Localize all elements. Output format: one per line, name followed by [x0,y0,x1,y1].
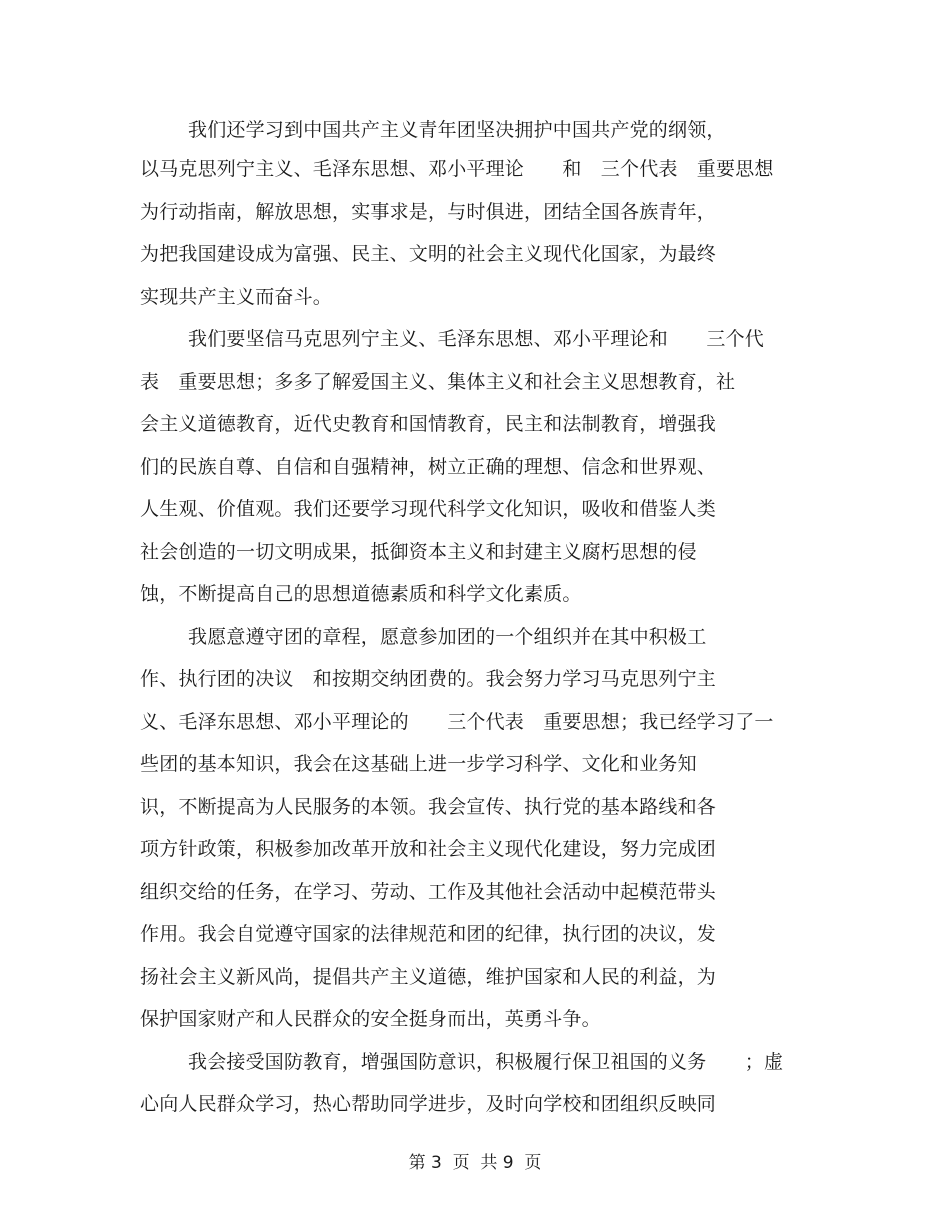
paragraph-line: 我们要坚信马克思列宁主义、毛泽东思想、邓小平理论和 三个代 [188,328,765,350]
page-number-footer: 第 3 页 共 9 页 [408,1153,542,1173]
paragraph-line: 组织交给的任务，在学习、劳动、工作及其他社会活动中起模范带头 [140,881,717,903]
paragraph-line: 我们还学习到中国共产主义青年团坚决拥护中国共产党的纲领， [188,119,726,141]
paragraph-line: 会主义道德教育，近代史教育和国情教育，民主和法制教育，增强我 [140,413,717,435]
paragraph-line: 表 重要思想；多多了解爱国主义、集体主义和社会主义思想教育，社 [140,371,736,393]
paragraph-line: 为把我国建设成为富强、民主、文明的社会主义现代化国家，为最终 [140,243,717,265]
paragraph-line: 我愿意遵守团的章程，愿意参加团的一个组织并在其中积极工 [188,626,707,648]
paragraph-line: 为行动指南，解放思想，实事求是，与时俱进，团结全国各族青年， [140,201,717,223]
paragraph-line: 心向人民群众学习，热心帮助同学进步，及时向学校和团组织反映同 [140,1093,717,1115]
paragraph-line: 我会接受国防教育，增强国防意识，积极履行保卫祖国的义务 ；虚 [188,1051,784,1073]
paragraph-line: 蚀，不断提高自己的思想道德素质和科学文化素质。 [140,583,582,605]
paragraph-line: 社会创造的一切文明成果，抵御资本主义和封建主义腐朽思想的侵 [140,541,697,563]
paragraph-line: 识，不断提高为人民服务的本领。我会宣传、执行党的基本路线和各 [140,796,717,818]
paragraph-line: 扬社会主义新风尚，提倡共产主义道德，维护国家和人民的利益，为 [140,966,717,988]
paragraph-line: 人生观、价值观。我们还要学习现代科学文化知识，吸收和借鉴人类 [140,498,717,520]
paragraph-line: 们的民族自尊、自信和自强精神，树立正确的理想、信念和世界观、 [140,456,717,478]
paragraph-line: 义、毛泽东思想、邓小平理论的 三个代表 重要思想；我已经学习了一 [140,711,774,733]
paragraph-line: 项方针政策，积极参加改革开放和社会主义现代化建设，努力完成团 [140,838,717,860]
paragraph-line: 作、执行团的决议 和按期交纳团费的。我会努力学习马克思列宁主 [140,668,717,690]
paragraph-line: 以马克思列宁主义、毛泽东思想、邓小平理论 和 三个代表 重要思想 [140,158,774,180]
paragraph-line: 些团的基本知识，我会在这基础上进一步学习科学、文化和业务知 [140,753,697,775]
paragraph-line: 保护国家财产和人民群众的安全挺身而出，英勇斗争。 [140,1008,601,1030]
paragraph-line: 实现共产主义而奋斗。 [140,286,333,308]
paragraph-line: 作用。我会自觉遵守国家的法律规范和团的纪律，执行团的决议，发 [140,923,717,945]
